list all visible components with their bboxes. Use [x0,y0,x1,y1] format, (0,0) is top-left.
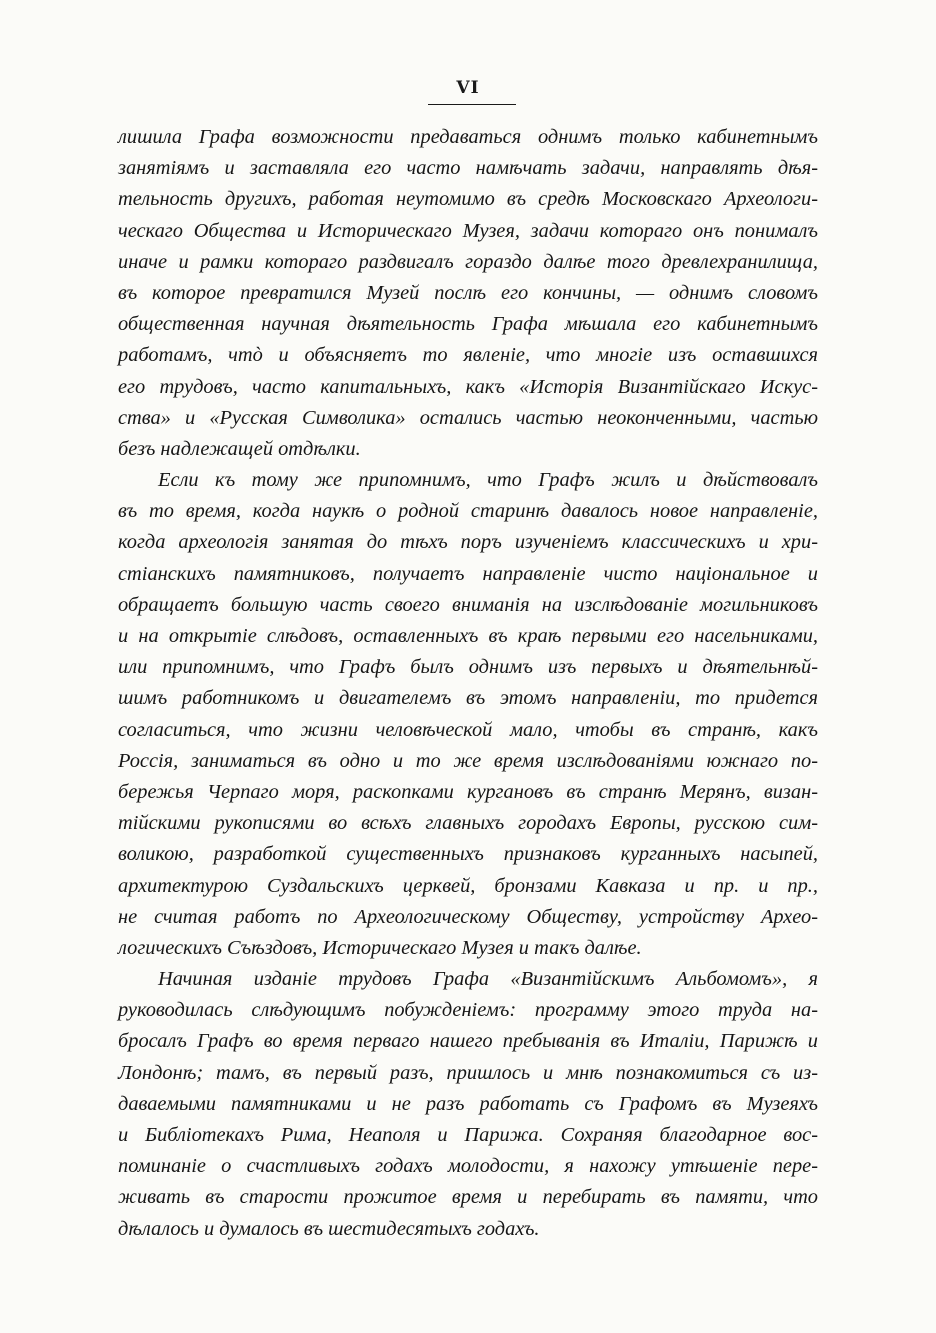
text-line: Россія, заниматься въ одно и то же время изслѣдованіями южнаго по- [118,749,818,772]
text-line: Лондонѣ; тамъ, въ первый разъ, пришлось и мнѣ познакомиться съ из- [118,1061,818,1084]
text-line: тельность другихъ, работая неутомимо въ средѣ Московскаго Археологи- [118,188,818,211]
page-number: VI [456,78,480,98]
text-line: или припомнимъ, что Графъ былъ однимъ изъ первыхъ и дѣятельнѣй- [118,656,818,679]
paragraph-3 [118,964,818,1245]
header-rule [428,104,516,105]
text-line: воликою, разработкой существенныхъ признаковъ курганныхъ насыпей, [118,843,818,866]
text-line: поминаніе о счастливыхъ годахъ молодости, я нахожу утѣшеніе пере- [118,1155,818,1178]
text-line: общественная научная дѣятельность Графа мѣшала его кабинетнымъ [118,313,818,336]
paragraph-1 [118,122,818,465]
text-line: бережья Черпаго моря, раскопками кургановъ въ странѣ Мерянъ, визан- [118,780,818,803]
text-line: архитектурою Суздальскихъ церквей, бронзами Кавказа и пр. и пр., [118,874,818,897]
text-line: логическихъ Съѣздовъ, Историческаго Музея и такъ далѣе. [118,936,642,959]
text-line: когда археологія занятая до тѣхъ поръ изученіемъ классическихъ и хри- [118,531,818,554]
text-line: руководилась слѣдующимъ побужденіемъ: программу этого труда на- [118,999,818,1022]
text-line: ства» и «Русская Символика» остались частью неоконченными, частью [118,406,818,429]
text-line: Если къ тому же припомнимъ, что Графъ жилъ и дѣйствовалъ [158,469,818,492]
text-line: его трудовъ, часто капитальныхъ, какъ «Исторія Византійскаго Искус- [118,375,818,398]
text-line: и Библіотекахъ Рима, Неаполя и Парижа. Сохраняя благодарное вос- [118,1124,818,1146]
text-line: въ которое превратился Музей послѣ его кончины, — однимъ словомъ [118,281,818,304]
text-line: бросалъ Графъ во время перваго нашего пребыванія въ Италіи, Парижѣ и [118,1030,818,1053]
text-line: согласиться, что жизни человѣческой мало, чтобы въ странѣ, какъ [118,718,818,741]
text-line: лишила Графа возможности предаваться однимъ только кабинетнымъ [118,126,818,148]
text-line: живать въ старости прожитое время и перебирать въ памяти, что [118,1186,818,1209]
text-line: стіанскихъ памятниковъ, получаетъ направленіе чисто національное и [118,562,818,585]
body-text [118,122,818,1245]
text-line: обращаетъ большую часть своего вниманія на изслѣдованіе могильниковъ [118,593,818,616]
text-line: Начиная изданіе трудовъ Графа «Византійскимъ Альбомомъ», я [158,968,818,991]
text-line: не считая работъ по Археологическому Обществу, устройству Архео- [118,905,818,928]
text-line: даваемыми памятниками и не разъ работать съ Графомъ въ Музеяхъ [118,1092,818,1115]
text-line: и на открытіе слѣдовъ, оставленныхъ въ краѣ первыми его насельниками, [118,625,818,647]
text-line: шимъ работникомъ и двигателемъ въ этомъ направленіи, то придется [118,687,818,710]
text-line: работамъ, чтò и объясняетъ то явленіе, что многіе изъ оставшихся [118,344,818,367]
text-line: безъ надлежащей отдѣлки. [118,437,361,460]
text-line: занятіямъ и заставляла его часто намѣчать задачи, направлять дѣя- [118,157,818,180]
text-line: дѣлалось и думалось въ шестидесятыхъ годахъ. [118,1217,540,1240]
text-line: тійскими рукописями во всѣхъ главныхъ городахъ Европы, русскою сим- [118,812,818,835]
text-line: ческаго Общества и Историческаго Музея, задачи котораго онъ понималъ [118,219,818,242]
paragraph-2 [118,465,818,964]
text-line: въ то время, когда наукѣ о родной старинѣ давалось новое направленіе, [118,500,818,523]
text-line: иначе и рамки котораго раздвигалъ гораздо далѣе того древлехранилища, [118,250,818,273]
